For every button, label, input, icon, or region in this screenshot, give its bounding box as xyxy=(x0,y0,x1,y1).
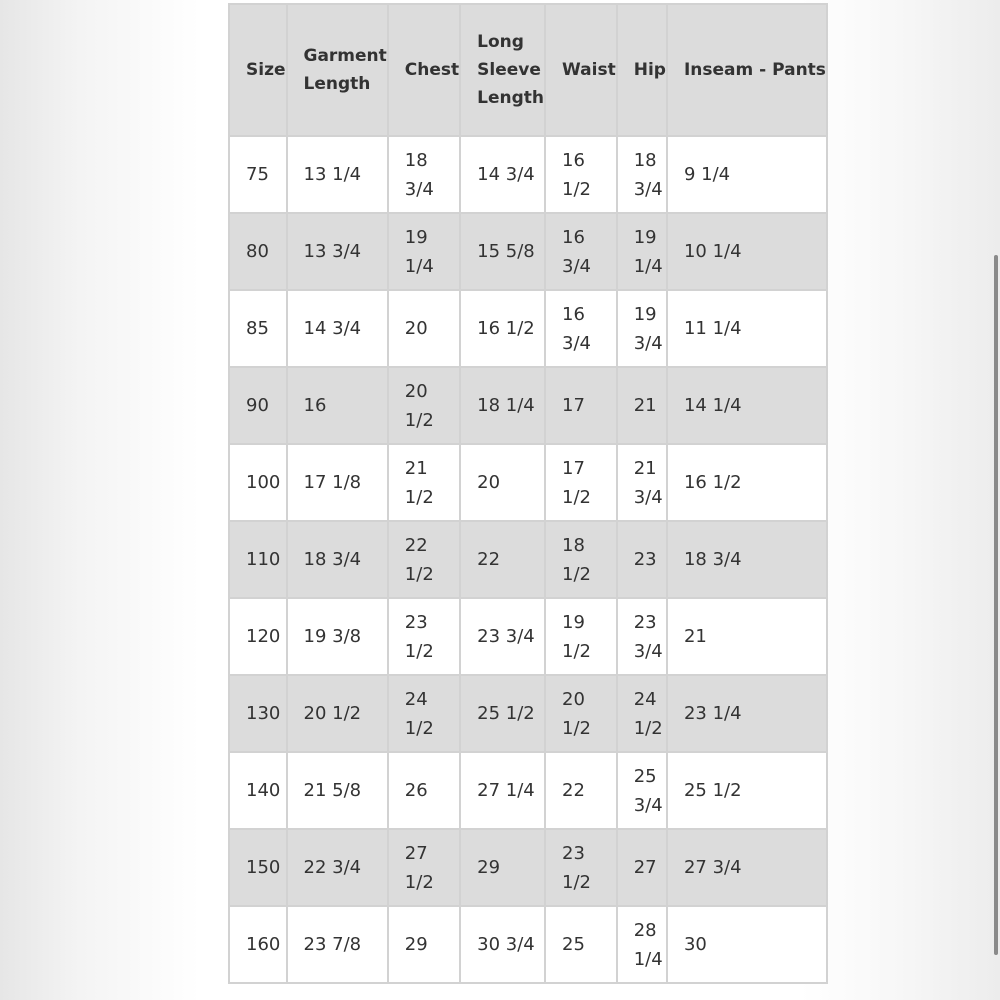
header-chest: Chest xyxy=(388,4,460,136)
cell-chest: 21 1/2 xyxy=(388,444,460,521)
cell-waist: 18 1/2 xyxy=(545,521,617,598)
header-size: Size xyxy=(229,4,287,136)
table-row xyxy=(229,367,827,444)
cell-inseam-pants: 27 3/4 xyxy=(667,829,827,906)
header-inseam-pants: Inseam - Pants xyxy=(667,4,827,136)
table-row xyxy=(229,598,827,675)
cell-garment-length: 23 7/8 xyxy=(287,906,388,983)
cell-inseam-pants: 9 1/4 xyxy=(667,136,827,213)
table-body xyxy=(229,136,827,983)
cell-size: 80 xyxy=(229,213,287,290)
header-long-sleeve-length: Long Sleeve Length xyxy=(460,4,545,136)
cell-size: 110 xyxy=(229,521,287,598)
cell-waist: 20 1/2 xyxy=(545,675,617,752)
cell-hip: 21 xyxy=(617,367,667,444)
cell-hip: 24 1/2 xyxy=(617,675,667,752)
cell-long-sleeve-length: 23 3/4 xyxy=(460,598,545,675)
cell-size: 130 xyxy=(229,675,287,752)
cell-chest: 18 3/4 xyxy=(388,136,460,213)
cell-waist: 25 xyxy=(545,906,617,983)
cell-hip: 19 1/4 xyxy=(617,213,667,290)
cell-waist: 16 3/4 xyxy=(545,290,617,367)
cell-inseam-pants: 21 xyxy=(667,598,827,675)
cell-size: 160 xyxy=(229,906,287,983)
cell-long-sleeve-length: 29 xyxy=(460,829,545,906)
table-row xyxy=(229,829,827,906)
cell-inseam-pants: 30 xyxy=(667,906,827,983)
cell-hip: 25 3/4 xyxy=(617,752,667,829)
table-row xyxy=(229,213,827,290)
cell-hip: 21 3/4 xyxy=(617,444,667,521)
vertical-scrollbar[interactable] xyxy=(994,255,998,955)
cell-hip: 27 xyxy=(617,829,667,906)
cell-size: 120 xyxy=(229,598,287,675)
cell-hip: 18 3/4 xyxy=(617,136,667,213)
cell-size: 90 xyxy=(229,367,287,444)
cell-inseam-pants: 23 1/4 xyxy=(667,675,827,752)
cell-chest: 19 1/4 xyxy=(388,213,460,290)
header-waist: Waist xyxy=(545,4,617,136)
table-row xyxy=(229,136,827,213)
cell-size: 85 xyxy=(229,290,287,367)
table-row xyxy=(229,521,827,598)
cell-hip: 19 3/4 xyxy=(617,290,667,367)
cell-chest: 24 1/2 xyxy=(388,675,460,752)
cell-chest: 29 xyxy=(388,906,460,983)
cell-size: 100 xyxy=(229,444,287,521)
cell-long-sleeve-length: 22 xyxy=(460,521,545,598)
cell-inseam-pants: 16 1/2 xyxy=(667,444,827,521)
cell-inseam-pants: 25 1/2 xyxy=(667,752,827,829)
size-chart-table xyxy=(228,3,828,984)
cell-garment-length: 18 3/4 xyxy=(287,521,388,598)
table-row xyxy=(229,290,827,367)
cell-chest: 23 1/2 xyxy=(388,598,460,675)
cell-hip: 23 3/4 xyxy=(617,598,667,675)
cell-garment-length: 13 3/4 xyxy=(287,213,388,290)
cell-hip: 23 xyxy=(617,521,667,598)
cell-long-sleeve-length: 16 1/2 xyxy=(460,290,545,367)
cell-long-sleeve-length: 27 1/4 xyxy=(460,752,545,829)
table-row xyxy=(229,444,827,521)
cell-garment-length: 16 xyxy=(287,367,388,444)
cell-inseam-pants: 14 1/4 xyxy=(667,367,827,444)
cell-waist: 19 1/2 xyxy=(545,598,617,675)
cell-long-sleeve-length: 20 xyxy=(460,444,545,521)
cell-waist: 23 1/2 xyxy=(545,829,617,906)
cell-chest: 27 1/2 xyxy=(388,829,460,906)
table-row xyxy=(229,906,827,983)
cell-garment-length: 13 1/4 xyxy=(287,136,388,213)
cell-long-sleeve-length: 18 1/4 xyxy=(460,367,545,444)
cell-garment-length: 19 3/8 xyxy=(287,598,388,675)
cell-size: 150 xyxy=(229,829,287,906)
cell-waist: 16 3/4 xyxy=(545,213,617,290)
cell-waist: 16 1/2 xyxy=(545,136,617,213)
cell-inseam-pants: 10 1/4 xyxy=(667,213,827,290)
cell-hip: 28 1/4 xyxy=(617,906,667,983)
cell-long-sleeve-length: 14 3/4 xyxy=(460,136,545,213)
cell-inseam-pants: 11 1/4 xyxy=(667,290,827,367)
header-hip: Hip xyxy=(617,4,667,136)
table-header-row xyxy=(229,4,827,136)
cell-chest: 20 1/2 xyxy=(388,367,460,444)
cell-garment-length: 17 1/8 xyxy=(287,444,388,521)
cell-chest: 22 1/2 xyxy=(388,521,460,598)
cell-size: 140 xyxy=(229,752,287,829)
cell-chest: 26 xyxy=(388,752,460,829)
cell-inseam-pants: 18 3/4 xyxy=(667,521,827,598)
cell-long-sleeve-length: 30 3/4 xyxy=(460,906,545,983)
table-row xyxy=(229,675,827,752)
cell-garment-length: 22 3/4 xyxy=(287,829,388,906)
table-row xyxy=(229,752,827,829)
cell-long-sleeve-length: 15 5/8 xyxy=(460,213,545,290)
header-garment-length: Garment Length xyxy=(287,4,388,136)
cell-long-sleeve-length: 25 1/2 xyxy=(460,675,545,752)
cell-waist: 17 1/2 xyxy=(545,444,617,521)
cell-size: 75 xyxy=(229,136,287,213)
cell-waist: 17 xyxy=(545,367,617,444)
cell-garment-length: 14 3/4 xyxy=(287,290,388,367)
cell-chest: 20 xyxy=(388,290,460,367)
table-viewport[interactable] xyxy=(201,0,826,1000)
cell-garment-length: 20 1/2 xyxy=(287,675,388,752)
cell-waist: 22 xyxy=(545,752,617,829)
cell-garment-length: 21 5/8 xyxy=(287,752,388,829)
